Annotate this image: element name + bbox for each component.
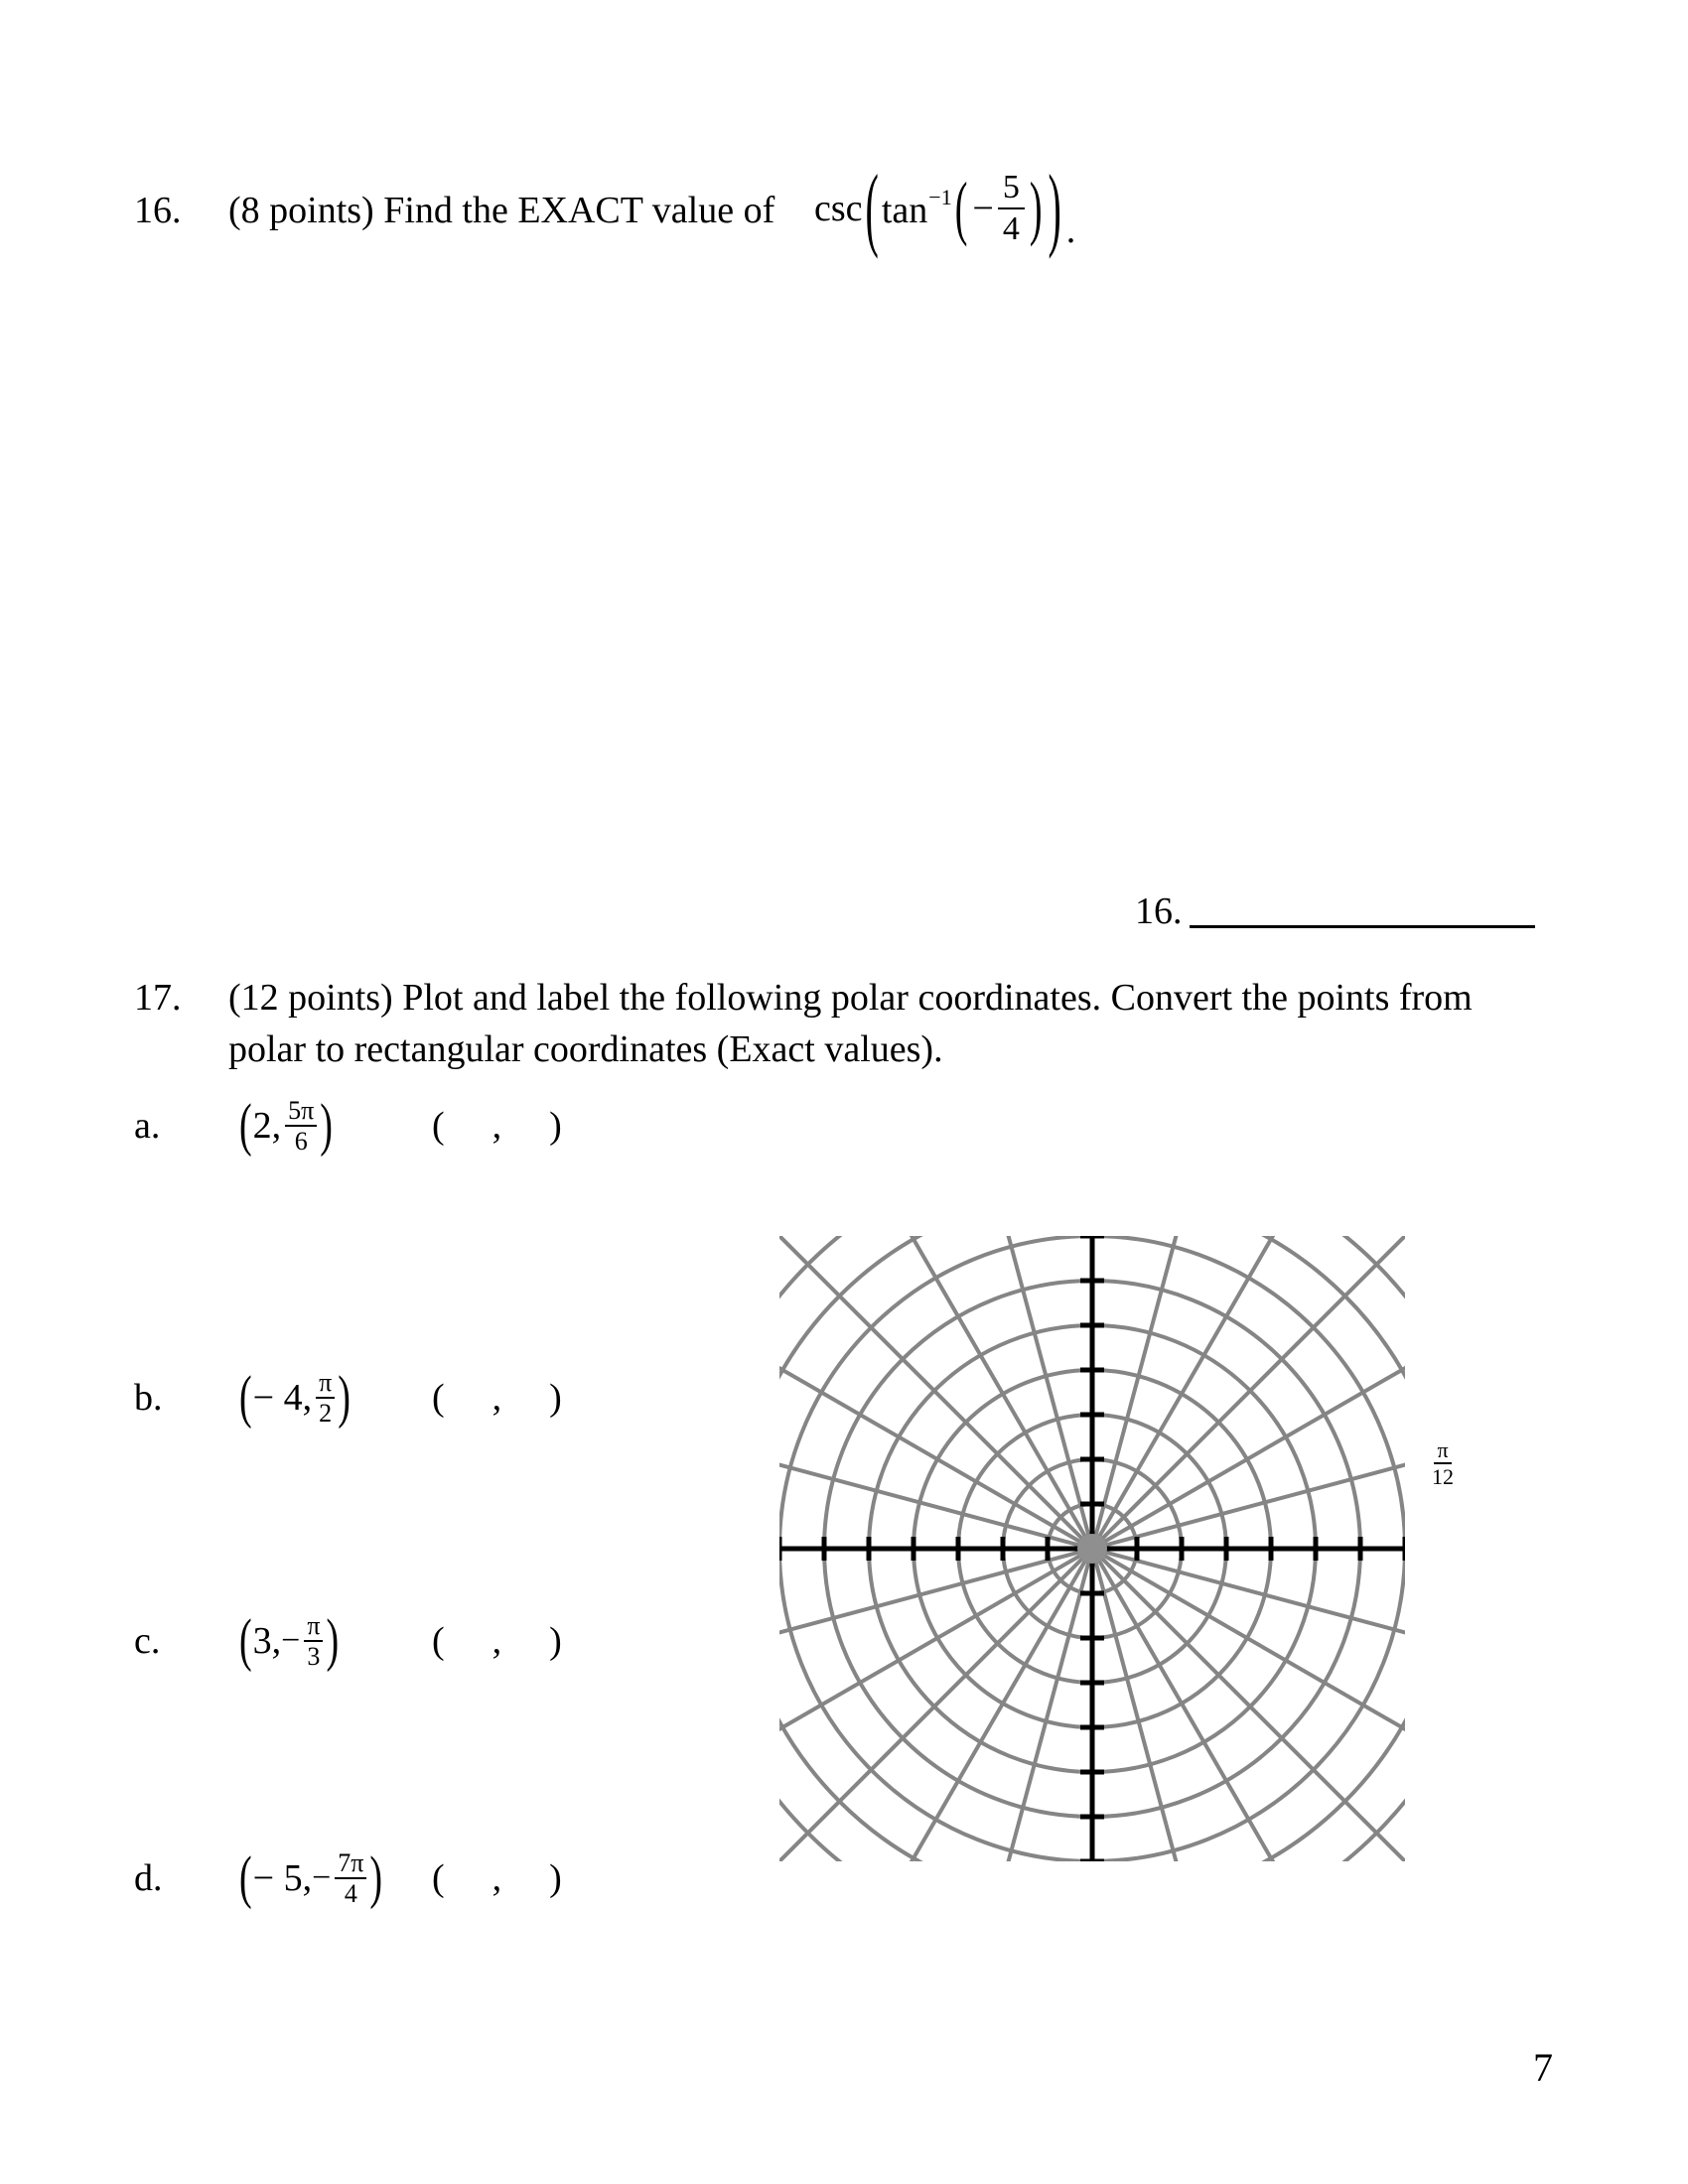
coord-close-paren: ) [338, 1365, 351, 1431]
outer-close-paren: ) [1048, 154, 1061, 260]
item-a-label: a. [134, 1105, 161, 1147]
csc-label: csc [814, 188, 863, 229]
tan-exponent: −1 [928, 185, 952, 209]
polar-grid [779, 1236, 1405, 1861]
coord-theta-fraction [304, 1612, 323, 1671]
coord-theta-sign: − [281, 1622, 301, 1659]
item-b-label: b. [134, 1377, 163, 1419]
inner-close-paren: ) [1029, 169, 1043, 248]
theta-denominator: 6 [294, 1127, 308, 1156]
coord-open-paren: ( [239, 1365, 252, 1431]
answer-open-paren: ( [432, 1857, 445, 1899]
fraction-5-4 [998, 170, 1025, 246]
coord-open-paren: ( [239, 1608, 252, 1674]
theta-numerator: 5π [285, 1097, 317, 1127]
page-number: 7 [1533, 2045, 1553, 2090]
item-b-answer-parens [432, 1368, 562, 1428]
coord-close-paren: ) [326, 1608, 340, 1674]
inner-open-paren: ( [954, 169, 968, 248]
minus-sign: − [972, 188, 994, 229]
angle-label-numerator: π [1434, 1438, 1451, 1464]
coord-r-value: 2, [252, 1105, 282, 1147]
q16-number: 16. [134, 190, 182, 231]
coord-open-paren: ( [239, 1845, 252, 1911]
item-c-coordinate [238, 1608, 340, 1674]
coord-close-paren: ) [369, 1845, 383, 1911]
item-row-c [134, 1608, 770, 1674]
item-d-coordinate [238, 1845, 383, 1911]
angle-label-denominator: 12 [1432, 1464, 1454, 1490]
theta-denominator: 3 [307, 1642, 321, 1671]
item-b-coordinate [238, 1365, 352, 1431]
answer-close-paren: ) [549, 1620, 562, 1662]
coord-open-paren: ( [239, 1093, 252, 1159]
formula-period: . [1065, 209, 1076, 251]
item-row-b [134, 1365, 770, 1431]
fraction-denominator: 4 [1002, 210, 1020, 247]
angle-label-pi-over-12 [1432, 1438, 1454, 1488]
item-c-label: c. [134, 1620, 161, 1662]
answer-open-paren: ( [432, 1620, 445, 1662]
answer-comma: , [492, 1105, 502, 1147]
answer-comma: , [492, 1620, 502, 1662]
q17-number: 17. [134, 977, 182, 1019]
item-d-label: d. [134, 1857, 163, 1899]
answer-comma: , [492, 1857, 502, 1899]
answer-open-paren: ( [432, 1377, 445, 1419]
coord-theta-sign: − [312, 1859, 332, 1896]
tan-label: tan [881, 190, 928, 231]
item-c-answer-parens [432, 1611, 562, 1671]
q17-prompt-line2: polar to rectangular coordinates (Exact values). [228, 1028, 943, 1070]
coord-r-value: 3, [252, 1620, 282, 1662]
q17-prompt-line1: (12 points) Plot and label the following polar coordinates. Convert the points from [228, 977, 1473, 1019]
outer-open-paren: ( [865, 154, 879, 260]
answer-16-label: 16. [1135, 890, 1183, 932]
answer-16-blank-line [1190, 894, 1535, 928]
item-row-d [134, 1845, 770, 1911]
coord-theta-fraction [316, 1369, 335, 1428]
answer-close-paren: ) [549, 1377, 562, 1419]
item-a-answer-parens [432, 1096, 562, 1156]
item-row-a [134, 1093, 770, 1159]
q16-formula [814, 149, 1075, 268]
coord-theta-fraction [335, 1849, 366, 1908]
item-a-coordinate [238, 1093, 334, 1159]
q16-prompt: (8 points) Find the EXACT value of [228, 190, 775, 231]
coord-theta-fraction [285, 1097, 317, 1156]
theta-numerator: π [316, 1369, 335, 1399]
item-d-answer-parens [432, 1848, 562, 1908]
theta-numerator: π [304, 1612, 323, 1642]
theta-numerator: 7π [335, 1849, 366, 1879]
answer-comma: , [492, 1377, 502, 1419]
answer-close-paren: ) [549, 1857, 562, 1899]
tan-inverse [882, 185, 952, 232]
coord-r-value: − 4, [252, 1377, 313, 1419]
coord-close-paren: ) [320, 1093, 333, 1159]
coord-r-value: − 5, [252, 1857, 313, 1899]
fraction-numerator: 5 [998, 170, 1025, 209]
answer-close-paren: ) [549, 1105, 562, 1147]
theta-denominator: 2 [319, 1399, 333, 1428]
theta-denominator: 4 [344, 1879, 357, 1908]
answer-open-paren: ( [432, 1105, 445, 1147]
